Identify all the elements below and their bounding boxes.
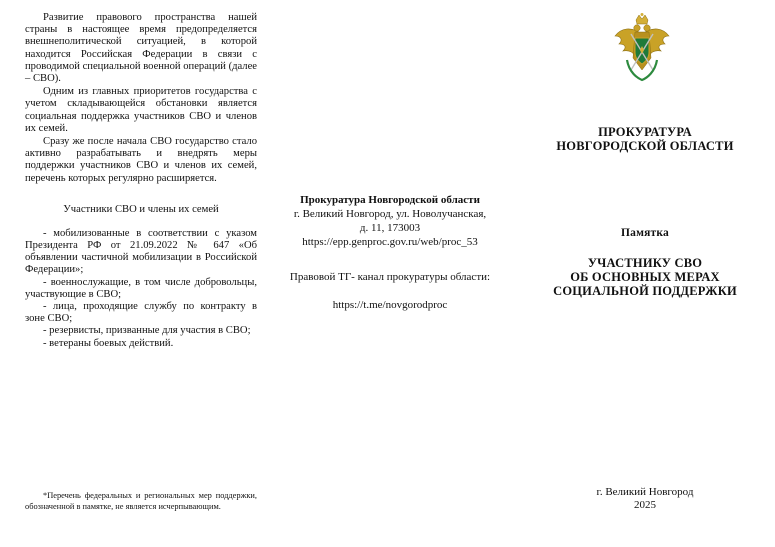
org-name: Прокуратура Новгородской области [300, 194, 480, 206]
right-panel [515, 0, 775, 547]
website-link[interactable]: https://epp.genproc.gov.ru/web/proc_53 [302, 236, 478, 248]
memo-heading-line-2: ОБ ОСНОВНЫХ МЕРАХ [570, 270, 720, 284]
participants-subheading: Участники СВО и члены их семей [63, 203, 219, 215]
intro-paragraph-1: Развитие правового пространства нашей страны в настоящее время предопределяется внешнеполитической ситуацией, в которой находится Российская Федерации в связи с проводимой специальной военной операций (далее – СВО). [25, 12, 257, 85]
intro-paragraph-3: Сразу же после начала СВО государство стало активно разрабатывать и внедрять меры поддержки участников СВО и членов их семей, перечень которых регулярно расширяется. [25, 136, 257, 184]
list-item: - мобилизованные в соответствии с указом Президента РФ от 21.09.2022 № 647 «Об объявлении частичной мобилизации в Российской Федерации»; [25, 227, 257, 276]
participants-list [25, 228, 257, 350]
footnote: *Перечень федеральных и региональных мер поддержки, обозначенной в памятке, не является исчерпывающим. [25, 491, 257, 511]
address-line-1: г. Великий Новгород, ул. Новолучанская, [293, 208, 487, 220]
tg-channel-link[interactable]: https://t.me/novgorodproc [332, 299, 448, 311]
memo-heading-line-3: СОЦИАЛЬНОЙ ПОДДЕРЖКИ [553, 284, 737, 298]
memo-label: Памятка [620, 227, 669, 239]
memo-heading-line-1: УЧАСТНИКУ СВО [587, 256, 703, 270]
list-item: - ветераны боевых действий. [43, 337, 174, 349]
prosecutor-emblem-icon [613, 12, 671, 82]
org-title-line-2: НОВГОРОДСКОЙ ОБЛАСТИ [556, 139, 734, 153]
list-item: - резервисты, призванные для участия в СВО; [43, 325, 251, 337]
city: г. Великий Новгород [596, 486, 694, 498]
tg-channel-label: Правовой ТГ- канал прокуратуры области: [289, 271, 491, 283]
middle-panel [265, 0, 515, 547]
left-panel [0, 0, 265, 547]
list-item: - военнослужащие, в том числе добровольцы, участвующие в СВО; [25, 276, 257, 300]
list-item: - лица, проходящие службу по контракту в зоне СВО; [25, 301, 257, 325]
address-line-2: д. 11, 173003 [359, 222, 421, 234]
intro-paragraph-2: Одним из главных приоритетов государства с учетом складывающейся обстановки является социальная поддержка участников СВО и членов их семей. [25, 86, 257, 134]
org-title-line-1: ПРОКУРАТУРА [598, 125, 692, 139]
year: 2025 [634, 499, 656, 511]
